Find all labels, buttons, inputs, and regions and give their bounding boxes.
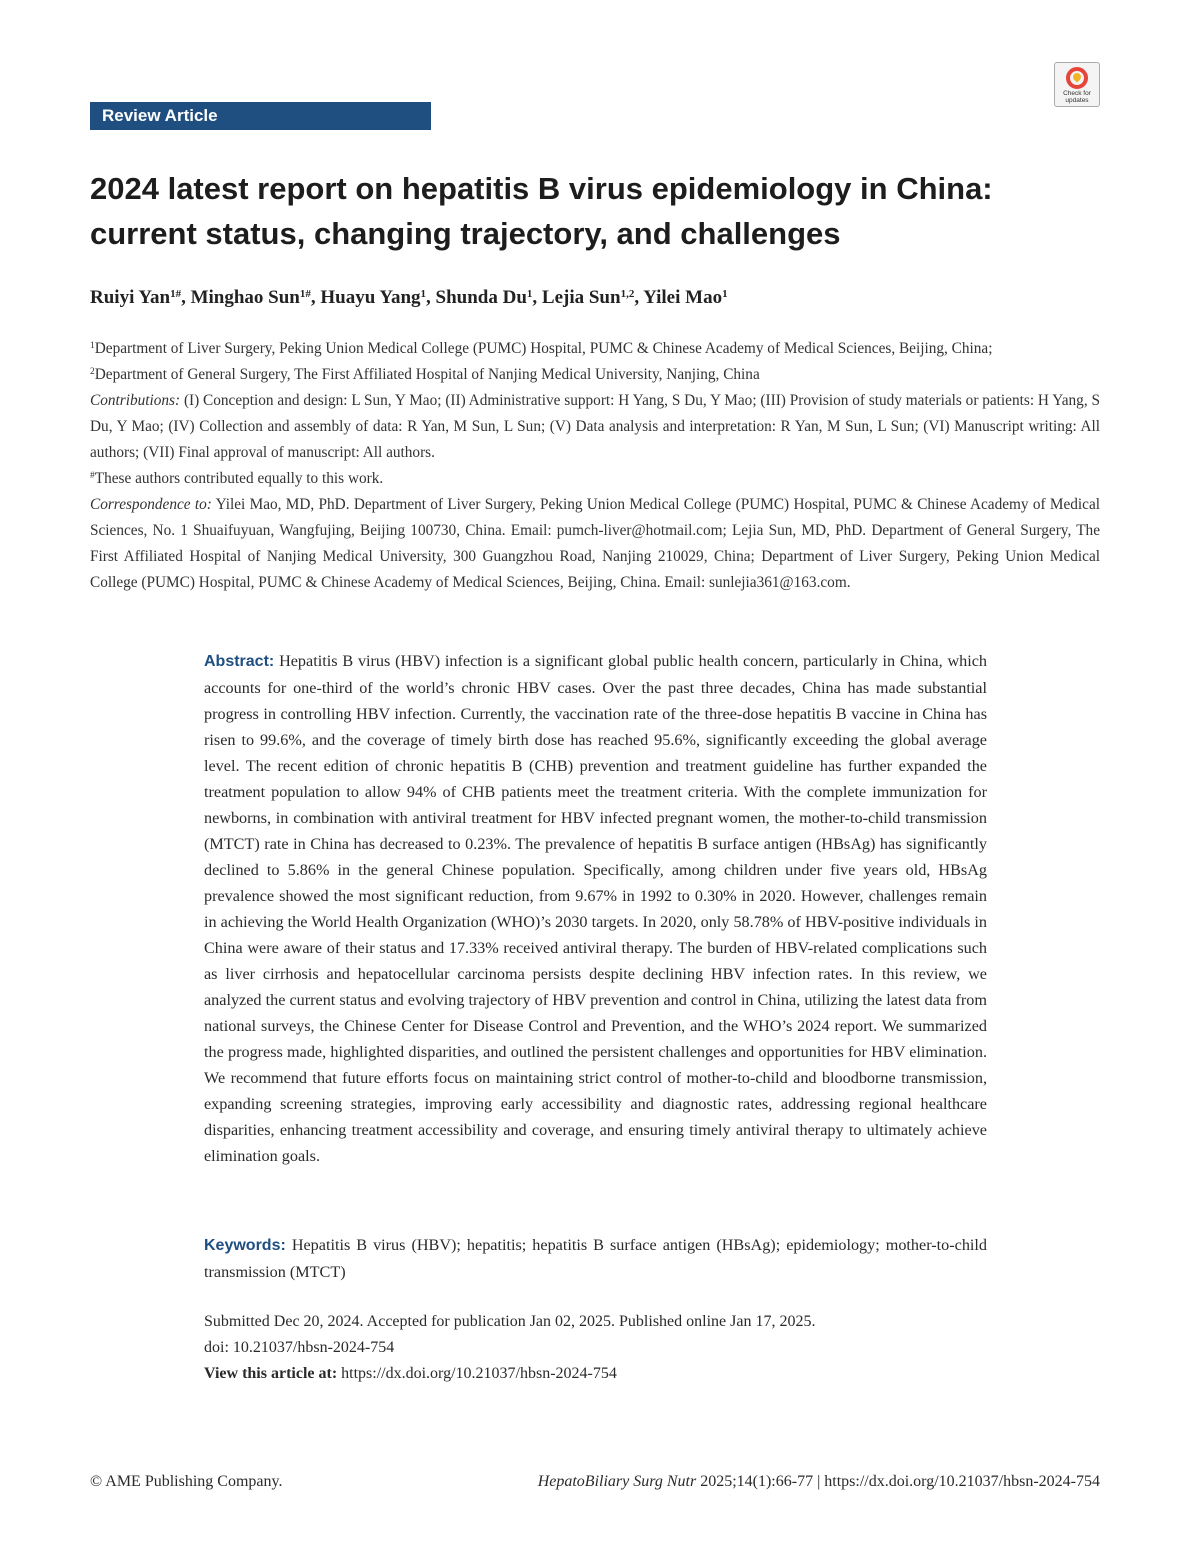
affiliation-sup: 1 (90, 341, 95, 351)
front-matter (90, 336, 1100, 596)
author-sup: 1# (170, 288, 182, 300)
correspondence-text: Yilei Mao, MD, PhD. Department of Liver Surgery, Peking Union Medical College (PUMC) Hospital, PUMC & Chinese Academy of Medical Sciences, No. 1 Shuaifuyuan, Wangfujing, Beijing 100730, China. Email: pumch-liver@hotmail.com; Lejia Sun, MD, PhD. Department of General Surgery, The First Affiliated Hospital of Nanjing Medical University, 300 Guangzhou Road, Nanjing 210029, China; Department of Liver Surgery, Peking Union Medical College (PUMC) Hospital, PUMC & Chinese Academy of Medical Sciences, Beijing, China. Email: sunlejia361@163.com. (90, 496, 1100, 591)
keywords-text: Hepatitis B virus (HBV); hepatitis; hepatitis B surface antigen (HBsAg); epidemiology; mother-to-child transmission (MTCT) (204, 1236, 988, 1281)
affiliation-sup: 2 (90, 367, 95, 377)
check-for-updates-icon (1066, 67, 1088, 89)
author-name: Yilei Mao (643, 287, 723, 308)
equal-contribution-sup: # (90, 471, 95, 481)
author-list: Ruiyi Yan$^{1\#}$, Minghao Sun$^{1\#}$, Huayu Yang$^1$, Shunda Du$^1$, Lejia Sun$^{1,2}$, Yilei Mao$^1$ (90, 287, 728, 308)
contributions (90, 388, 1100, 466)
footer-publisher: © AME Publishing Company. (90, 1473, 283, 1490)
view-article-line (204, 1361, 987, 1387)
author-sup: 1 (526, 288, 533, 300)
check-for-updates-badge[interactable] (1054, 62, 1100, 107)
article-type-banner: Review Article (90, 102, 431, 130)
journal-name: HepatoBiliary Surg Nutr (537, 1473, 697, 1490)
article-title: 2024 latest report on hepatitis B virus epidemiology in China: current status, changing trajectory, and challenges (90, 171, 993, 251)
correspondence-label: Correspondence to: (90, 496, 212, 513)
abstract-section (204, 648, 987, 1169)
affiliation-1 (90, 336, 1100, 362)
author-name: Shunda Du (435, 287, 527, 308)
view-article-label: View this article at: (204, 1365, 338, 1382)
author-sup: 1# (299, 288, 311, 300)
equal-contribution-note (90, 466, 1100, 492)
affiliation-text: Department of Liver Surgery, Peking Union Medical College (PUMC) Hospital, PUMC & Chinese Academy of Medical Sciences, Beijing, China; (94, 340, 993, 357)
article-url-link[interactable]: https://dx.doi.org/10.21037/hbsn-2024-754 (341, 1365, 617, 1382)
abstract-label: Abstract: (204, 653, 275, 670)
contributions-text: (I) Conception and design: L Sun, Y Mao; (II) Administrative support: H Yang, S Du, Y Mao; (III) Provision of study materials or patients: H Yang, S Du, Y Mao; (IV) Collection and assembly of data: R Yan, M Sun, L Sun; (V) Data analysis and interpretation: R Yan, M Sun, L Sun; (VI) Manuscript writing: All authors; (VII) Final approval of manuscript: All authors. (90, 392, 1100, 461)
affiliation-text: Department of General Surgery, The First Affiliated Hospital of Nanjing Medical University, Nanjing, China (94, 366, 760, 383)
equal-contribution-text: These authors contributed equally to this work. (94, 470, 384, 487)
badge-label: Check for updates (1063, 90, 1091, 104)
publication-dates: Submitted Dec 20, 2024. Accepted for publication Jan 02, 2025. Published online Jan 17, 2025. (204, 1313, 816, 1330)
doi-text: doi: 10.21037/hbsn-2024-754 (204, 1339, 395, 1356)
author-name: Minghao Sun (190, 287, 300, 308)
keywords-section (204, 1232, 987, 1285)
keywords-label: Keywords: (204, 1237, 286, 1254)
author-name: Lejia Sun (541, 287, 621, 308)
author-name: Ruiyi Yan (90, 287, 171, 308)
citation-text[interactable]: 2025;14(1):66-77 | https://dx.doi.org/10.21037/hbsn-2024-754 (700, 1473, 1100, 1490)
abstract-text: Hepatitis B virus (HBV) infection is a significant global public health concern, particularly in China, which accounts for one-third of the world’s chronic HBV cases. Over the past three decades, China has made substantial progress in controlling HBV infection. Currently, the vaccination rate of the three-dose hepatitis B vaccine in China has risen to 99.6%, and the coverage of timely birth dose has reached 95.6%, significantly exceeding the global average level. The recent edition of chronic hepatitis B (CHB) prevention and treatment guideline has further expanded the treatment population to allow 94% of CHB patients meet the treatment criteria. With the complete immunization for newborns, in combination with antiviral treatment for HBV infected pregnant women, the mother-to-child transmission (MTCT) rate in China has decreased to 0.23%. The prevalence of hepatitis B surface antigen (HBsAg) has significantly declined to 5.86% in the general Chinese population. Specifically, among children under five years old, HBsAg prevalence showed the most significant reduction, from 9.67% in 1992 to 0.30% in 2020. However, challenges remain in achieving the World Health Organization (WHO)’s 2030 targets. In 2020, only 58.78% of HBV-positive individuals in China were aware of their status and 17.33% received antiviral therapy. The burden of HBV-related complications such as liver cirrhosis and hepatocellular carcinoma persists despite declining HBV infection rates. In this review, we analyzed the current status and evolving trajectory of HBV prevention and control in China, utilizing the latest data from national surveys, the Chinese Center for Disease Control and Prevention, and the WHO’s 2024 report. We summarized the progress made, highlighted disparities, and outlined the persistent challenges and opportunities for HBV elimination. We recommend that future efforts focus on maintaining strict control of mother-to-child and bloodborne transmission, expanding screening strategies, improving early accessibility and diagnostic rates, addressing regional healthcare disparities, enhancing treatment accessibility and coverage, and ensuring timely antiviral therapy to ultimately achieve elimination goals. (204, 652, 988, 1165)
affiliation-2 (90, 362, 1100, 388)
author-name: Huayu Yang (320, 287, 421, 308)
author-sup: 1,2 (620, 288, 635, 300)
footer-citation (538, 1470, 1100, 1494)
publication-info (204, 1309, 987, 1387)
author-sup: 1 (722, 288, 728, 300)
contributions-label: Contributions: (90, 392, 181, 409)
author-sup: 1 (420, 288, 427, 300)
correspondence (90, 492, 1100, 596)
